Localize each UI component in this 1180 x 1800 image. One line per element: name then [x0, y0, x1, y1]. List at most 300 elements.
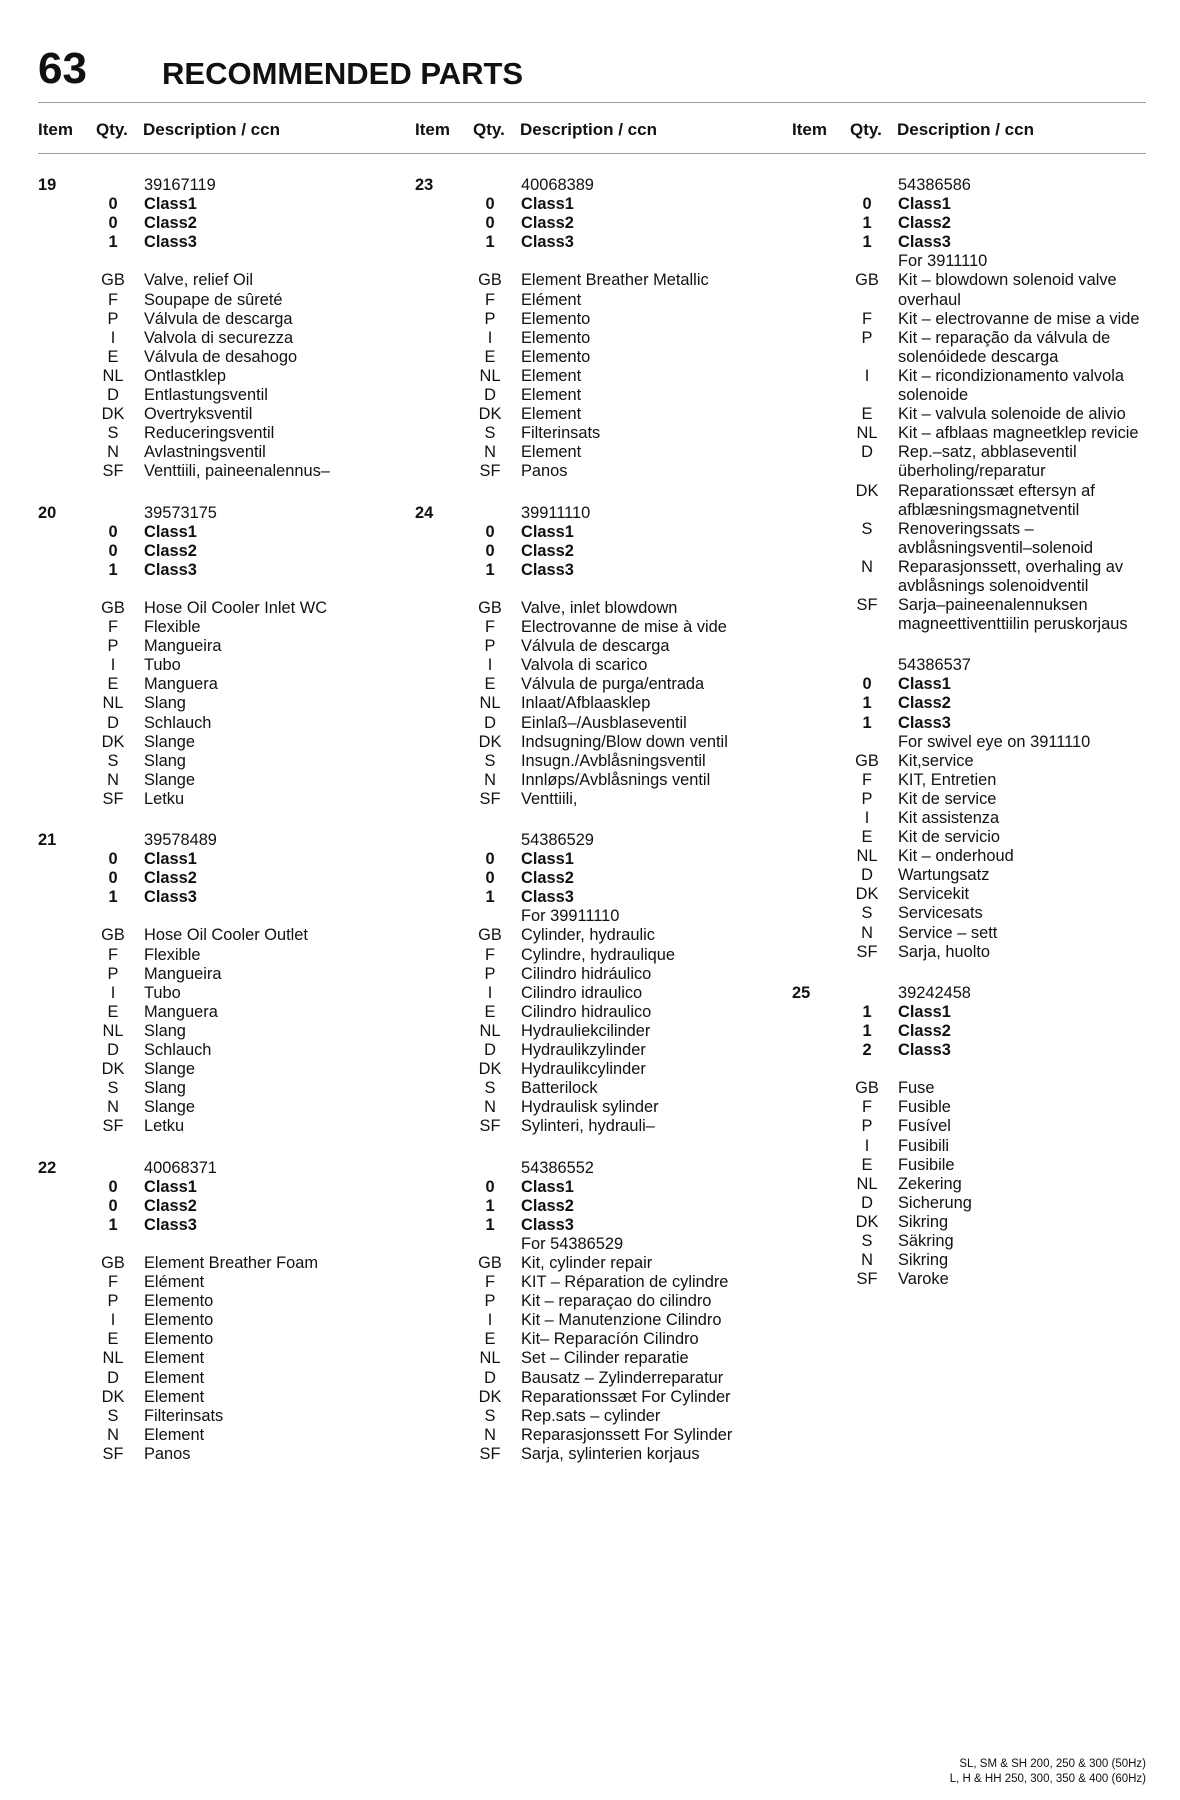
class-row [38, 1216, 388, 1235]
translation-row [792, 828, 1142, 847]
column-header-qty-3: Qty. [850, 120, 882, 139]
class-row [38, 888, 388, 907]
language-code: DK [855, 481, 879, 500]
class-row [792, 1022, 1142, 1041]
class-row [38, 214, 388, 233]
class-row [415, 542, 765, 561]
translation-text: Element [144, 1387, 205, 1406]
language-code: NL [102, 694, 124, 713]
translation-text: Servicekit [898, 885, 970, 904]
spacer-cell [415, 1330, 459, 1349]
translation-text: Elément [521, 290, 582, 309]
language-code: F [861, 309, 872, 328]
translation-row [38, 733, 388, 752]
spacer-cell [415, 675, 459, 694]
language-code: I [487, 983, 493, 1002]
spacer-cell [792, 790, 836, 809]
part-header-row [792, 656, 1142, 675]
language-code: D [861, 866, 873, 885]
spacer-cell [415, 386, 459, 405]
language-code: DK [478, 1387, 502, 1406]
class-label: Class3 [144, 233, 197, 252]
translation-row [792, 405, 1142, 424]
class-label: Class2 [521, 214, 574, 233]
translation-row [415, 714, 765, 733]
translation-text: Panos [144, 1444, 191, 1463]
spacer-cell [415, 714, 459, 733]
translation-text: Hydrauliekcilinder [521, 1021, 651, 1040]
translation-row [792, 904, 1142, 923]
translation-text: Element [144, 1425, 205, 1444]
translation-text: Kit – onderhoud [898, 847, 1014, 866]
footer-line-1: SL, SM & SH 200, 250 & 300 (50Hz) [959, 1758, 1146, 1770]
language-code: DK [101, 1387, 125, 1406]
translation-row [792, 771, 1142, 790]
spacer-cell [38, 462, 82, 481]
language-code: D [107, 386, 119, 405]
header-rule-top [38, 102, 1146, 103]
language-code: F [861, 770, 872, 789]
spacer-cell [792, 1213, 836, 1232]
class-label: Class2 [144, 1196, 197, 1215]
translation-row [38, 965, 388, 984]
spacer-cell [415, 733, 459, 752]
spacer-cell [38, 656, 82, 675]
language-code: N [107, 443, 119, 462]
part-ccn: 39911110 [521, 503, 591, 522]
translation-text: Elemento [521, 309, 591, 328]
translation-row [415, 790, 765, 809]
class-row [38, 523, 388, 542]
parts-column-1 [38, 176, 388, 1486]
spacer-cell [415, 984, 459, 1003]
spacer-cell [38, 1311, 82, 1330]
spacer-cell [792, 904, 836, 923]
translation-row [792, 1175, 1142, 1194]
spacer-cell [82, 504, 144, 523]
translation-text: Válvula de descarga [521, 637, 670, 656]
translation-text: Slange [144, 732, 196, 751]
translation-row [38, 771, 388, 790]
translation-row [415, 1407, 765, 1426]
language-code: F [107, 290, 118, 309]
language-code: GB [101, 271, 125, 290]
translation-row [38, 1079, 388, 1098]
translation-text: Kit – afblaas magneetklep revicie [898, 424, 1139, 443]
class-row [38, 233, 388, 252]
class-qty: 0 [108, 1177, 118, 1196]
translation-row [38, 348, 388, 367]
translation-row [792, 847, 1142, 866]
language-code: P [861, 1117, 873, 1136]
spacer-cell [38, 443, 82, 462]
column-header-qty-2: Qty. [473, 120, 505, 139]
spacer-cell [415, 656, 459, 675]
language-code: N [484, 1098, 496, 1117]
spacer-cell [459, 831, 521, 850]
class-row [38, 850, 388, 869]
spacer-cell [836, 656, 898, 675]
part-header-row [415, 176, 765, 195]
spacer-cell [38, 1003, 82, 1022]
column-header-item-1: Item [38, 120, 73, 139]
translation-row [38, 1060, 388, 1079]
spacer-cell [792, 733, 836, 752]
spacer-cell [38, 637, 82, 656]
spacer-cell [38, 1254, 82, 1273]
class-row [792, 195, 1142, 214]
spacer-cell [792, 1117, 836, 1136]
class-label: Class3 [521, 1215, 574, 1234]
translation-text: Kit – Manutenzione Cilindro [521, 1311, 722, 1330]
language-code: I [487, 328, 493, 347]
language-code: DK [101, 1060, 125, 1079]
translation-row [415, 310, 765, 329]
spacer-cell [415, 888, 459, 907]
spacer-cell [792, 443, 836, 481]
spacer-cell [792, 1251, 836, 1270]
translation-row [38, 271, 388, 290]
class-label: Class3 [521, 560, 574, 579]
spacer-cell [415, 1426, 459, 1445]
language-code: S [484, 1406, 496, 1425]
translation-text: Hose Oil Cooler Outlet [144, 926, 308, 945]
translation-row [415, 386, 765, 405]
translation-row [792, 1251, 1142, 1270]
translation-text: Kit – ricondizionamento valvola solenoide [898, 366, 1124, 405]
language-code: I [110, 656, 116, 675]
translation-row [38, 310, 388, 329]
translation-row [792, 885, 1142, 904]
spacer-cell [38, 599, 82, 618]
translation-text: Insugn./Avblåsningsventil [521, 751, 706, 770]
class-label: Class2 [898, 1021, 951, 1040]
class-qty: 0 [108, 850, 118, 869]
translation-row [415, 1311, 765, 1330]
language-code: NL [479, 1349, 501, 1368]
language-code: DK [855, 885, 879, 904]
spacer-cell [38, 1079, 82, 1098]
language-code: D [861, 1193, 873, 1212]
language-code: N [484, 1425, 496, 1444]
translation-row [415, 1022, 765, 1041]
spacer-cell [415, 1197, 459, 1216]
class-label: Class3 [898, 1041, 951, 1060]
class-label: Class3 [521, 233, 574, 252]
spacer-cell [836, 733, 898, 752]
class-qty: 0 [108, 1196, 118, 1215]
part-ccn: 39573175 [144, 503, 217, 522]
translation-row [415, 1426, 765, 1445]
class-qty: 0 [108, 869, 118, 888]
translation-text: Set – Cilinder reparatie [521, 1349, 689, 1368]
spacer-cell [415, 1041, 459, 1060]
translation-text: KIT – Réparation de cylindre [521, 1273, 729, 1292]
part-header-row [415, 831, 765, 850]
spacer-cell [792, 233, 836, 252]
spacer-cell [38, 1060, 82, 1079]
part-item-number [792, 176, 836, 195]
translation-row [792, 367, 1142, 405]
language-code: S [484, 751, 496, 770]
spacer-cell [415, 462, 459, 481]
spacer-cell [792, 558, 836, 596]
language-code: P [484, 964, 496, 983]
language-code: S [107, 424, 119, 443]
spacer-cell [38, 1445, 82, 1464]
spacer-cell [38, 542, 82, 561]
translation-row [415, 965, 765, 984]
part-ccn: 39242458 [898, 983, 971, 1002]
spacer-cell [38, 291, 82, 310]
language-code: NL [479, 366, 501, 385]
translation-text: Elemento [144, 1311, 214, 1330]
spacer-cell [415, 946, 459, 965]
language-code: P [484, 309, 496, 328]
spacer-cell [38, 771, 82, 790]
translation-row [792, 1213, 1142, 1232]
language-code: S [861, 1231, 873, 1250]
spacer-cell [792, 271, 836, 309]
part-entry [415, 504, 765, 810]
translation-text: Reparasjonssett For Sylinder [521, 1425, 733, 1444]
spacer-cell [415, 926, 459, 945]
translation-row [792, 1137, 1142, 1156]
translation-text: Manguera [144, 1002, 218, 1021]
translation-text: Indsugning/Blow down ventil [521, 732, 728, 751]
class-row [792, 1041, 1142, 1060]
language-code: I [864, 1136, 870, 1155]
translation-row [38, 367, 388, 386]
spacer-cell [38, 1273, 82, 1292]
translation-text: Kit– Reparacíón Cilindro [521, 1330, 699, 1349]
part-item-number: 20 [38, 503, 57, 522]
spacer-cell [38, 1098, 82, 1117]
translation-row [38, 1292, 388, 1311]
translation-text: Kit – reparaçao do cilindro [521, 1292, 712, 1311]
spacer-cell [38, 714, 82, 733]
class-qty: 1 [108, 233, 118, 252]
class-qty: 0 [108, 214, 118, 233]
spacer-cell [415, 1235, 459, 1254]
language-code: F [861, 1098, 872, 1117]
translation-text: Cylindre, hydraulique [521, 945, 675, 964]
spacer-cell [38, 271, 82, 290]
translation-row [38, 1041, 388, 1060]
translation-row [792, 1270, 1142, 1289]
language-code: D [484, 1041, 496, 1060]
translation-row [792, 558, 1142, 596]
part-note: For 3911110 [898, 252, 988, 271]
spacer-cell [792, 424, 836, 443]
translation-row [38, 790, 388, 809]
class-qty: 0 [108, 522, 118, 541]
translation-text: Sylinteri, hydrauli– [521, 1117, 655, 1136]
part-item-number [792, 656, 836, 675]
spacer-cell [82, 176, 144, 195]
language-code: GB [855, 271, 879, 290]
row-spacer [415, 252, 765, 271]
translation-text: Soupape de sûreté [144, 290, 283, 309]
part-note: For swivel eye on 3911110 [898, 732, 1091, 751]
translation-row [415, 1060, 765, 1079]
class-label: Class2 [144, 541, 197, 560]
class-qty: 0 [485, 541, 495, 560]
translation-row [792, 943, 1142, 962]
language-code: E [861, 405, 873, 424]
language-code: DK [478, 732, 502, 751]
language-code: E [861, 828, 873, 847]
translation-row [415, 1098, 765, 1117]
part-note-row [415, 1235, 765, 1254]
language-code: E [484, 1002, 496, 1021]
class-label: Class1 [521, 850, 574, 869]
translation-row [415, 1349, 765, 1368]
translation-text: Manguera [144, 675, 218, 694]
class-label: Class3 [521, 888, 574, 907]
class-row [792, 675, 1142, 694]
spacer-cell [792, 1194, 836, 1213]
translation-row [415, 1117, 765, 1136]
language-code: D [861, 443, 873, 462]
translation-text: Panos [521, 462, 568, 481]
spacer-cell [792, 885, 836, 904]
translation-row [415, 752, 765, 771]
language-code: P [484, 637, 496, 656]
translation-text: Rep.–satz, abblaseventil überholing/reparatur [898, 443, 1077, 481]
class-label: Class1 [898, 675, 951, 694]
column-header-description-3: Description / ccn [897, 120, 1034, 139]
translation-row [38, 1273, 388, 1292]
spacer-cell [792, 847, 836, 866]
translation-row [38, 1426, 388, 1445]
translation-text: Slange [144, 1060, 196, 1079]
translation-text: Flexible [144, 945, 201, 964]
translation-text: Kit – valvula solenoide de alivio [898, 405, 1126, 424]
class-qty: 1 [862, 1002, 872, 1021]
translation-row [415, 1273, 765, 1292]
translation-row [38, 1445, 388, 1464]
translation-row [415, 443, 765, 462]
translation-row [415, 329, 765, 348]
class-row [38, 561, 388, 580]
translation-text: Válvula de descarga [144, 309, 293, 328]
translation-row [38, 656, 388, 675]
translation-row [38, 1098, 388, 1117]
parts-column-2 [415, 176, 765, 1486]
translation-text: KIT, Entretien [898, 770, 997, 789]
language-code: DK [101, 732, 125, 751]
translation-text: Reparasjonssett, overhaling av avblåsnings solenoidventil [898, 557, 1124, 595]
part-entry [415, 1159, 765, 1465]
spacer-cell [415, 367, 459, 386]
part-entry [38, 504, 388, 810]
translation-text: Servicesats [898, 904, 983, 923]
class-row [415, 561, 765, 580]
translation-row [792, 1194, 1142, 1213]
part-ccn: 40068389 [521, 176, 594, 194]
spacer-cell [792, 752, 836, 771]
translation-text: Elemento [144, 1330, 214, 1349]
translation-row [38, 675, 388, 694]
translation-row [792, 1156, 1142, 1175]
translation-text: Letku [144, 1117, 185, 1136]
translation-text: Valvola di scarico [521, 656, 648, 675]
spacer-cell [38, 790, 82, 809]
translation-text: Fusible [898, 1098, 951, 1117]
translation-row [792, 1232, 1142, 1251]
translation-text: Avlastningsventil [144, 443, 266, 462]
spacer-cell [415, 291, 459, 310]
spacer-cell [792, 520, 836, 558]
translation-row [792, 310, 1142, 329]
translation-text: Mangueira [144, 964, 222, 983]
spacer-cell [415, 1311, 459, 1330]
translation-row [792, 752, 1142, 771]
part-header-row [792, 984, 1142, 1003]
spacer-cell [415, 618, 459, 637]
spacer-cell [415, 271, 459, 290]
translation-row [415, 1388, 765, 1407]
language-code: NL [856, 1174, 878, 1193]
translation-text: Slang [144, 751, 186, 770]
language-code: E [484, 347, 496, 366]
translation-row [415, 271, 765, 290]
spacer-cell [38, 1349, 82, 1368]
translation-text: Kit,service [898, 751, 974, 770]
language-code: P [484, 1292, 496, 1311]
spacer-cell [415, 850, 459, 869]
footer-line-2: L, H & HH 250, 300, 350 & 400 (60Hz) [949, 1773, 1146, 1785]
row-spacer [792, 1060, 1142, 1079]
spacer-cell [415, 599, 459, 618]
translation-text: Kit assistenza [898, 809, 1000, 827]
translation-text: Cilindro idraulico [521, 983, 643, 1002]
header-rule-bottom [38, 153, 1146, 154]
translation-row [792, 866, 1142, 885]
spacer-cell [415, 907, 459, 926]
language-code: S [107, 751, 119, 770]
language-code: GB [478, 598, 502, 617]
language-code: N [107, 1425, 119, 1444]
translation-row [38, 926, 388, 945]
row-spacer [415, 580, 765, 599]
translation-text: Element [521, 366, 582, 385]
class-qty: 1 [485, 888, 495, 907]
class-qty: 1 [485, 1196, 495, 1215]
class-label: Class2 [898, 214, 951, 233]
spacer-cell [792, 943, 836, 962]
class-label: Class1 [521, 1177, 574, 1196]
translation-text: Valvola di securezza [144, 328, 294, 347]
spacer-cell [459, 907, 521, 926]
translation-text: Fuse [898, 1079, 935, 1098]
translation-row [415, 599, 765, 618]
translation-text: Kit – blowdown solenoid valve overhaul [898, 271, 1117, 309]
translation-text: Elemento [521, 347, 591, 366]
spacer-cell [415, 965, 459, 984]
spacer-cell [38, 694, 82, 713]
translation-text: Einlaß–/Ausblaseventil [521, 713, 687, 732]
language-code: I [110, 983, 116, 1002]
language-code: P [861, 328, 873, 347]
spacer-cell [38, 752, 82, 771]
translation-row [38, 599, 388, 618]
translation-row [792, 443, 1142, 481]
class-row [792, 214, 1142, 233]
part-item-number: 24 [415, 503, 434, 522]
translation-text: Hydraulikzylinder [521, 1041, 646, 1060]
